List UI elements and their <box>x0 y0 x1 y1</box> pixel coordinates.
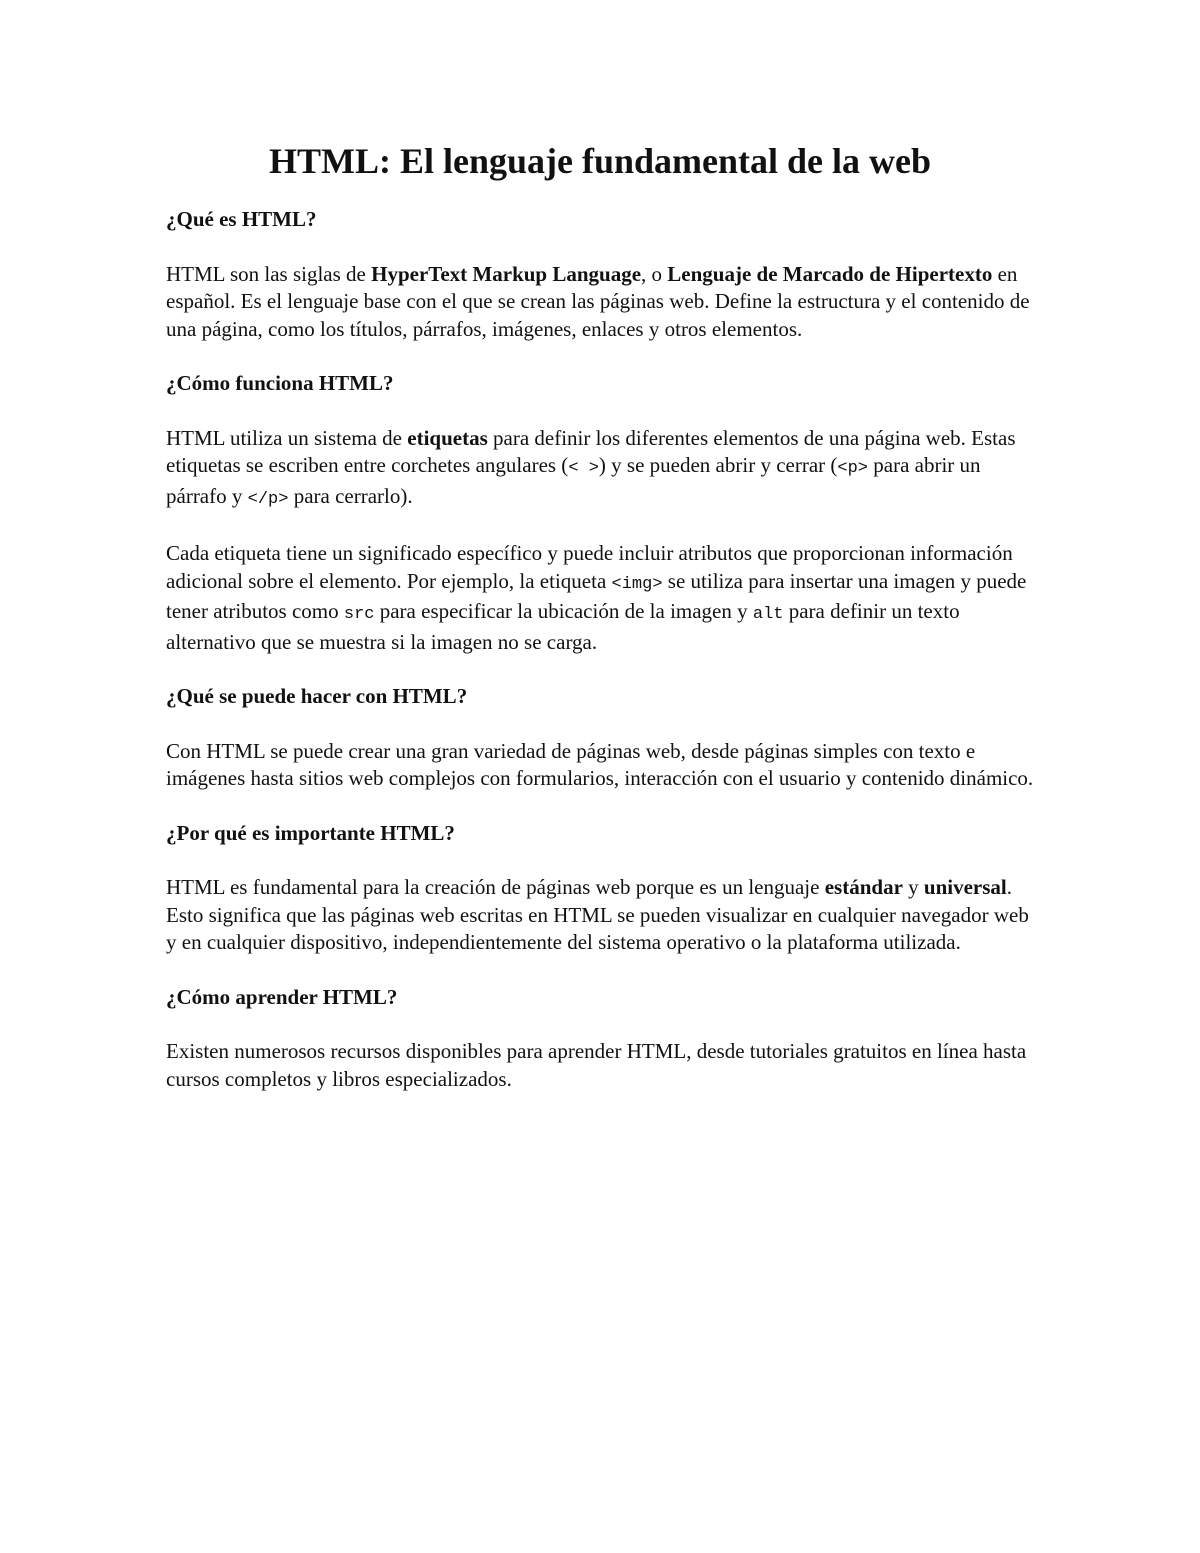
paragraph-what-can: Con HTML se puede crear una gran variedad de páginas web, desde páginas simples con texto e imágenes hasta sitios web complejos con formularios, interacción con el usuario y contenido dinámico. <box>166 738 1034 790</box>
document-body <box>166 206 1036 1120</box>
paragraph-what-is: HTML son las siglas de HyperText Markup Language, o Lenguaje de Marcado de Hipertexto en español. Es el lenguaje base con el que se crean las páginas web. Define la estructura y el contenido de una página, como los títulos, párrafos, imágenes, enlaces y otros elementos. <box>166 261 1030 341</box>
section-heading-what-can: ¿Qué se puede hacer con HTML? <box>166 684 468 708</box>
page-title: HTML: El lenguaje fundamental de la web <box>268 141 932 181</box>
section-heading-how-works: ¿Cómo funciona HTML? <box>166 371 394 395</box>
section-heading-what-is: ¿Qué es HTML? <box>166 207 317 231</box>
section-heading-how-learn: ¿Cómo aprender HTML? <box>166 984 398 1009</box>
section-heading-why-important: ¿Por qué es importante HTML? <box>166 820 455 845</box>
paragraph-how-works-1: HTML utiliza un sistema de etiquetas para definir los diferentes elementos de una página web. Estas etiquetas se escriben entre corchetes angulares (< >) y se pueden abrir y cerrar (<p> para abrir un párrafo y </p> para cerrarlo). <box>166 425 1016 509</box>
paragraph-how-works-2: Cada etiqueta tiene un significado específico y puede incluir atributos que proporcionan información adicional sobre el elemento. Por ejemplo, la etiqueta <img> se utiliza para insertar una imagen y puede tener atributos como src para especificar la ubicación de la imagen y alt para definir un texto alternativo que se muestra si la imagen no se carga. <box>166 541 1027 654</box>
paragraph-how-learn: Existen numerosos recursos disponibles para aprender HTML, desde tutoriales gratuitos en línea hasta cursos completos y libros especializados. <box>166 1039 1027 1091</box>
paragraph-why-important: HTML es fundamental para la creación de páginas web porque es un lenguaje estándar y universal. Esto significa que las páginas web escritas en HTML se pueden visualizar en cualquier navegador web y en cualquier dispositivo, independientemente del sistema operativo o la plataforma utilizada. <box>166 875 1029 954</box>
